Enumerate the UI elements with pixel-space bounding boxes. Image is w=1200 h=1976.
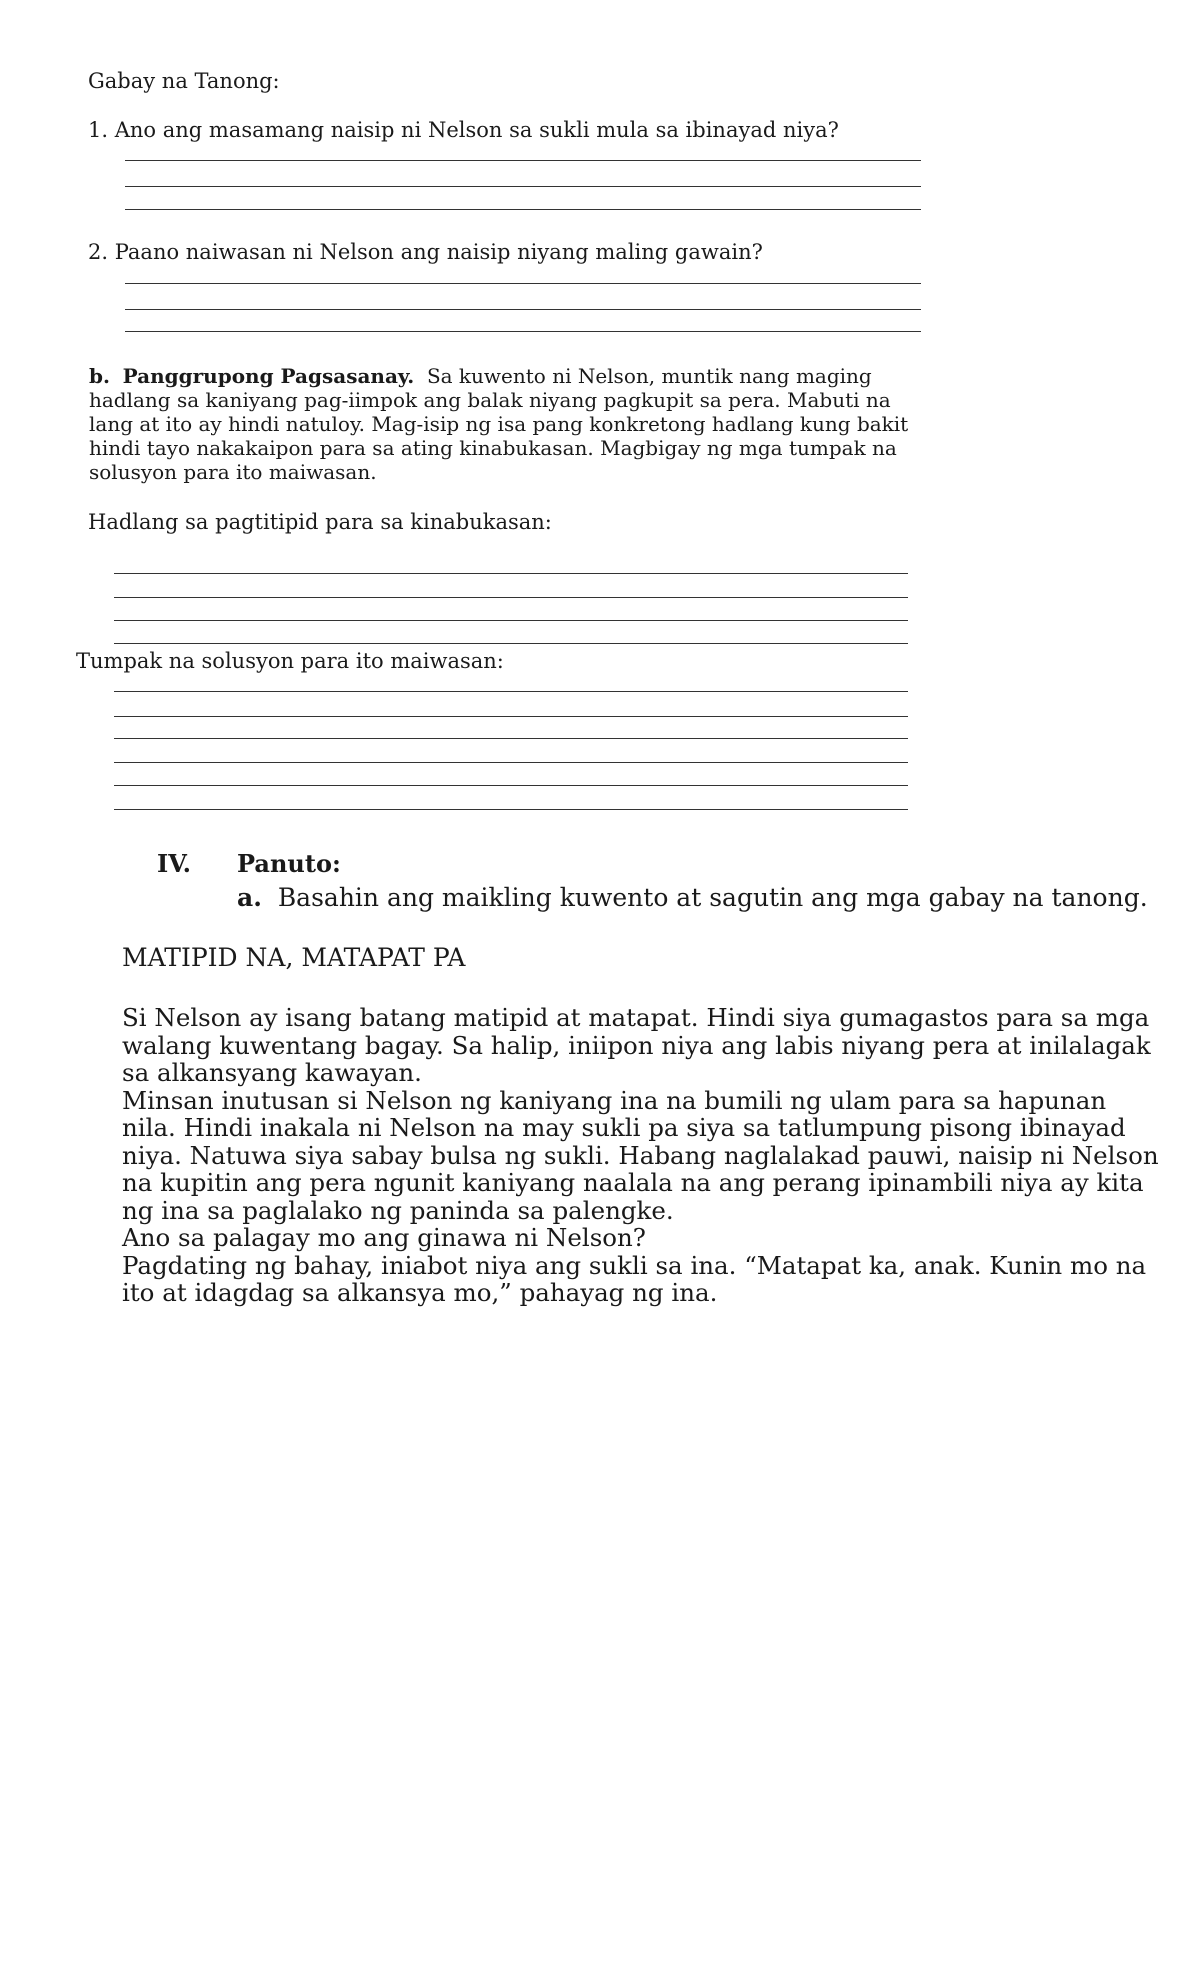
section-iv-title: Panuto: xyxy=(237,849,341,878)
answer-line[interactable] xyxy=(125,186,921,187)
story-line: sa alkansyang kawayan. xyxy=(122,1058,422,1087)
guide-question-1: 1. Ano ang masamang naisip ni Nelson sa sukli mula sa ibinayad niya? xyxy=(88,118,839,142)
story-line: walang kuwentang bagay. Sa halip, iniipon niya ang labis niyang pera at inilalagak xyxy=(122,1030,1151,1060)
guide-heading: Gabay na Tanong: xyxy=(88,69,280,93)
answer-line[interactable] xyxy=(114,785,908,786)
answer-line[interactable] xyxy=(114,620,908,621)
story-line: Minsan inutusan si Nelson ng kaniyang ina na bumili ng ulam para sa hapunan xyxy=(122,1085,1107,1115)
answer-line[interactable] xyxy=(114,738,908,739)
story-line: Si Nelson ay isang batang matipid at matapat. Hindi siya gumagastos para sa mga xyxy=(122,1003,1150,1032)
story-line: niya. Natuwa siya sabay bulsa ng sukli. Habang naglalakad pauwi, naisip ni Nelson xyxy=(122,1140,1159,1170)
answer-line[interactable] xyxy=(114,809,908,810)
section-iv-numeral: IV. xyxy=(157,849,192,878)
answer-line[interactable] xyxy=(114,762,908,763)
section-b-paragraph xyxy=(89,364,949,484)
story-line: Ano sa palagay mo ang ginawa ni Nelson? xyxy=(122,1223,646,1252)
instruction-item-text: Basahin ang maikling kuwento at sagutin ang mga gabay na tanong. xyxy=(277,883,1148,912)
story-line: nila. Hindi inakala ni Nelson na may sukli pa siya sa tatlumpung pisong ibinayad xyxy=(122,1113,1126,1142)
story-line: Pagdating ng bahay, iniabot niya ang sukli sa ina. “Matapat ka, anak. Kunin mo na xyxy=(122,1250,1147,1280)
story-line: na kupitin ang pera ngunit kaniyang naalala na ang perang ipinambili niya ay kita xyxy=(122,1168,1144,1197)
answer-line[interactable] xyxy=(114,597,908,598)
story-title: MATIPID NA, MATAPAT PA xyxy=(122,943,466,972)
section-b-title: Panggrupong Pagsasanay. xyxy=(122,364,415,388)
section-b-label: b. xyxy=(89,364,110,388)
hadlang-label: Hadlang sa pagtitipid para sa kinabukasan: xyxy=(88,510,552,534)
story-line: ng ina sa paglalako ng paninda sa palengke. xyxy=(122,1195,674,1225)
solusyon-label: Tumpak na solusyon para ito maiwasan: xyxy=(76,649,504,673)
section-b-line: hindi tayo nakakaipon para sa ating kinabukasan. Magbigay ng mga tumpak na xyxy=(89,436,897,460)
section-b-line: hadlang sa kaniyang pag-iimpok ang balak niyang pagkupit sa pera. Mabuti na xyxy=(89,388,891,412)
answer-line[interactable] xyxy=(125,209,921,210)
answer-line[interactable] xyxy=(125,331,921,332)
answer-line[interactable] xyxy=(114,573,908,574)
answer-line[interactable] xyxy=(125,309,921,310)
story-line: ito at idagdag sa alkansya mo,” pahayag ng ina. xyxy=(122,1278,718,1307)
answer-line[interactable] xyxy=(114,643,908,644)
instruction-item-label: a. xyxy=(237,883,262,912)
story-body xyxy=(122,1003,1159,1307)
guide-question-2: 2. Paano naiwasan ni Nelson ang naisip niyang maling gawain? xyxy=(88,240,763,264)
answer-line[interactable] xyxy=(114,691,908,692)
answer-line[interactable] xyxy=(125,160,921,161)
section-b-line: Sa kuwento ni Nelson, muntik nang maging xyxy=(426,364,872,388)
answer-line[interactable] xyxy=(125,283,921,284)
section-b-line: lang at ito ay hindi natuloy. Mag-isip ng isa pang konkretong hadlang kung bakit xyxy=(89,412,909,436)
answer-line[interactable] xyxy=(114,716,908,717)
section-b-line: solusyon para ito maiwasan. xyxy=(89,460,377,484)
